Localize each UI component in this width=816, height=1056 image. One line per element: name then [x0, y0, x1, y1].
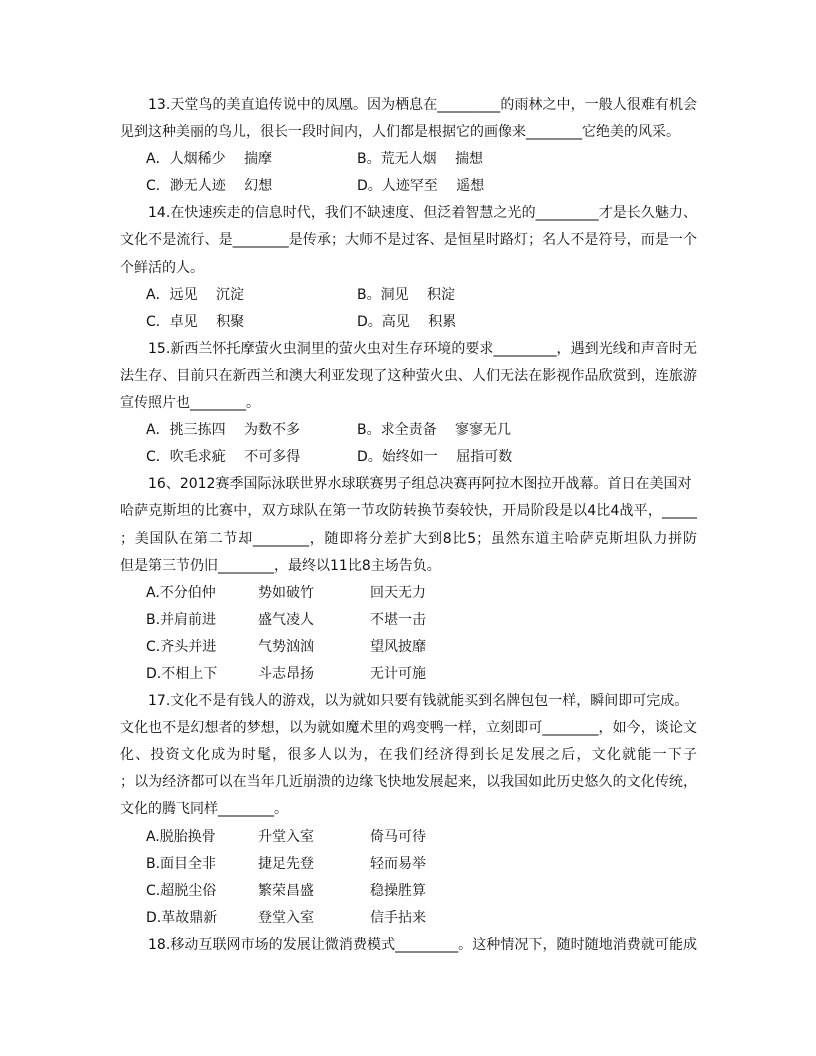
- answer-option: 升堂入室: [258, 828, 314, 845]
- answer-option: 捷足先登: [258, 855, 314, 872]
- answer-option: A．远见 沉淀: [146, 286, 245, 303]
- question-text-line: ；美国队在第二节却________，随即将分差扩大到8比5；虽然东道主哈萨克斯坦队力拼防: [120, 530, 697, 547]
- answer-option: A.脱胎换骨: [146, 828, 216, 845]
- question-stem: 13.天堂鸟的美直追传说中的凤凰。因为栖息在_________的雨林之中，一般人很难有机会: [148, 97, 697, 113]
- question-17: [120, 688, 697, 932]
- answer-option: 繁荣昌盛: [258, 882, 314, 899]
- answer-option: C.齐头并进: [146, 638, 217, 655]
- answer-option: D.不相上下: [146, 665, 218, 682]
- answer-option: 斗志昂扬: [258, 665, 314, 682]
- answer-option-row: [120, 878, 697, 905]
- answer-option-row: [120, 607, 697, 634]
- answer-option-row: C．吹毛求疵 不可多得 D。始终如一 屈指可数: [120, 444, 697, 471]
- question-text-line: 哈萨克斯坦的比赛中，双方球队在第一节攻防转换节奏较快，开局阶段是以4比4战平，_____: [120, 503, 697, 520]
- answer-option: 稳操胜算: [370, 882, 426, 899]
- answer-option-row: [120, 905, 697, 932]
- answer-option: 登堂入室: [258, 909, 314, 926]
- answer-option: 势如破竹: [258, 584, 314, 601]
- question-stem: 17.文化不是有钱人的游戏，以为就如只要有钱就能买到名牌包包一样，瞬间即可完成。: [148, 693, 689, 710]
- answer-option: C．渺无人迹 幻想: [146, 178, 273, 195]
- question-stem: 15.新西兰怀托摩萤火虫洞里的萤火虫对生存环境的要求_________，遇到光线和声音时无: [148, 340, 697, 357]
- question-text-line: 个鲜活的人。: [120, 259, 204, 276]
- document-page: [120, 92, 697, 959]
- question-stem: 18.移动互联网市场的发展让微消费模式_________。这种情况下，随时随地消费就可能成: [148, 936, 697, 953]
- answer-option-row: A．挑三拣四 为数不多 B。求全责备 寥寥无几: [120, 417, 697, 444]
- question-13: [120, 92, 697, 200]
- answer-option: 倚马可待: [370, 828, 426, 845]
- question-16: [120, 471, 697, 688]
- answer-option: C．卓见 积聚: [146, 313, 245, 330]
- question-text-line: 文化也不是幻想者的梦想，以为就如魔术里的鸡变鸭一样，立刻即可________，如今，谈论文: [120, 720, 697, 737]
- answer-option-row: C．渺无人迹 幻想 D。人迹罕至 遥想: [120, 173, 697, 200]
- question-14: [120, 200, 697, 335]
- question-text-line: 宣传照片也________。: [120, 395, 260, 412]
- question-stem: 16、2012赛季国际泳联世界水球联赛男子组总决赛再阿拉木图拉开战幕。首日在美国对: [148, 476, 692, 493]
- answer-option: 盛气凌人: [258, 611, 314, 628]
- answer-option: 回天无力: [370, 584, 426, 601]
- answer-option: B.面目全非: [146, 855, 217, 872]
- answer-option: 信手拈来: [370, 909, 426, 926]
- answer-option: C.超脱尘俗: [146, 882, 217, 899]
- question-15: [120, 336, 697, 471]
- answer-option-row: [120, 824, 697, 851]
- question-text-line: 化、投资文化成为时髦，很多人以为，在我们经济得到长足发展之后，文化就能一下子: [120, 747, 697, 764]
- answer-option: 无计可施: [370, 665, 426, 682]
- answer-option-row: [120, 634, 697, 661]
- question-text-line: 法生存、目前只在新西兰和澳大利亚发现了这种萤火虫、人们无法在影视作品欣赏到，连旅游: [120, 367, 697, 384]
- answer-option-row: [120, 661, 697, 688]
- answer-option-row: [120, 580, 697, 607]
- question-text-line: 文化的腾飞同样________。: [120, 801, 288, 818]
- answer-option: D.革故鼎新: [146, 909, 218, 926]
- answer-option-row: A．远见 沉淀 B。洞见 积淀: [120, 282, 697, 309]
- question-text-line: 见到这种美丽的鸟儿，很长一段时间内，人们都是根据它的画像来________它绝美的风采。: [120, 124, 680, 141]
- answer-option-row: A．人烟稀少 揣摩 B。荒无人烟 揣想: [120, 146, 697, 173]
- question-18: [120, 932, 697, 959]
- question-stem: 14.在快速疾走的信息时代，我们不缺速度、但泛着智慧之光的_________才是长久魅力、: [148, 205, 697, 222]
- answer-option: 气势汹汹: [258, 638, 314, 655]
- answer-option-row: [120, 851, 697, 878]
- answer-option: C．吹毛求疵 不可多得: [146, 449, 301, 466]
- question-text-line: 但是第三节仍旧________，最终以11比8主场告负。: [120, 557, 441, 574]
- answer-option: A.不分伯仲: [146, 584, 216, 601]
- answer-option: B.并肩前进: [146, 611, 217, 628]
- answer-option: A．挑三拣四 为数不多: [146, 422, 301, 439]
- answer-option-row: C．卓见 积聚 D。高见 积累: [120, 309, 697, 336]
- answer-option: A．人烟稀少 揣摩: [146, 151, 273, 168]
- answer-option: 不堪一击: [370, 611, 426, 628]
- question-text-line: ；以为经济都可以在当年几近崩溃的边缘飞快地发展起来，以我国如此历史悠久的文化传统，: [120, 774, 697, 791]
- question-text-line: 文化不是流行、是________是传承；大师不是过客、是恒星时路灯；名人不是符号，而是一个: [120, 232, 697, 249]
- answer-option: 轻而易举: [370, 855, 426, 872]
- answer-option: 望风披靡: [370, 638, 426, 655]
